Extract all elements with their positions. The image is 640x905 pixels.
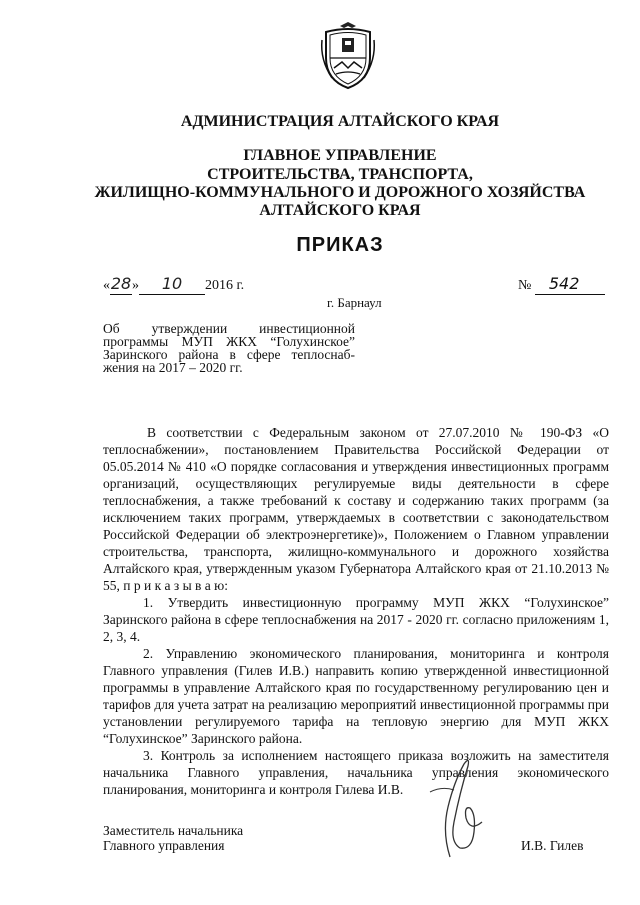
administration-title: АДМИНИСТРАЦИЯ АЛТАЙСКОГО КРАЯ <box>180 113 500 130</box>
number-value: 542 <box>548 274 580 293</box>
signatory-name: И.В. Гилев <box>521 838 584 853</box>
date-close-quote: » <box>132 278 139 293</box>
department-title-line: АЛТАЙСКОГО КРАЯ <box>259 202 421 219</box>
date-day: 28 <box>110 274 132 293</box>
order-date <box>103 274 244 295</box>
order-item-2: 2. Управлению экономического планирования, мониторинга и контроля Главного управления (Гилев И.В.) направить копию утвержденной инвестиционной программы в управление Алтайского края по государственному регулированию цен и тарифов для учета затрат на реализацию мероприятий инвестиционной программы при установлении регулируемого тарифа на тепловую энергию для МУП ЖКХ “Голухинское” Заринского района. <box>103 646 609 746</box>
order-item-1: 1. Утвердить инвестиционную программу МУП ЖКХ “Голухинское” Заринского района в сфере теплоснабжения на 2017 - 2020 гг. согласно приложениям 1, 2, 3, 4. <box>103 595 609 644</box>
order-body <box>103 424 609 798</box>
signatory-position-line: Главного управления <box>103 838 225 853</box>
handwritten-signature <box>420 752 510 862</box>
department-title-line: СТРОИТЕЛЬСТВА, ТРАНСПОРТА, <box>207 166 473 183</box>
city: г. Барнаул <box>327 295 382 310</box>
date-month: 10 <box>161 274 183 293</box>
order-subject: Об утверждении инвестиционной программы МУП ЖКХ “Голухинское” Заринского района в сфере теплоснаб-жения на 2017 – 2020 гг. <box>103 321 355 375</box>
date-year: 2016 г. <box>205 278 245 293</box>
document-title: ПРИКАЗ <box>296 234 384 256</box>
altai-coat-of-arms-icon <box>318 20 378 90</box>
signatory-position-line: Заместитель начальника <box>103 823 244 838</box>
department-title-line: ГЛАВНОЕ УПРАВЛЕНИЕ <box>243 147 437 164</box>
date-open-quote: « <box>103 278 110 293</box>
department-title-line: ЖИЛИЩНО-КОММУНАЛЬНОГО И ДОРОЖНОГО ХОЗЯЙСТВА <box>94 184 586 201</box>
order-word: п р и к а з ы в а ю: <box>123 578 228 593</box>
preamble-paragraph <box>103 424 609 594</box>
number-label: № <box>518 278 532 293</box>
order-number <box>518 274 605 295</box>
order-item-3: 3. Контроль за исполнением настоящего приказа возложить на заместителя начальника Главного управления, начальника управления экономического планирования, мониторинга и контроля Гилева И.В. <box>103 748 609 797</box>
preamble-text: В соответствии с Федеральным законом от 27.07.2010 № 190-ФЗ «О теплоснабжении», постановлением Правительства Российской Федерации от 05.05.2014 № 410 «О порядке согласования и утверждения инвестиционных программ организаций, осуществляющих регулируемые виды деятельности в сфере теплоснабжения, а также требований к составу и содержанию таких программ (за исключением таких программ, утверждаемых в соответствии с законодательством Российской Федерации об электроэнергетике)», Положением о Главном управлении строительства, транспорта, жилищно-коммунального и дорожного хозяйства Алтайского края, утвержденным указом Губернатора Алтайского края от 21.10.2013 № 55, <box>103 425 609 593</box>
signatory-position <box>103 823 243 853</box>
